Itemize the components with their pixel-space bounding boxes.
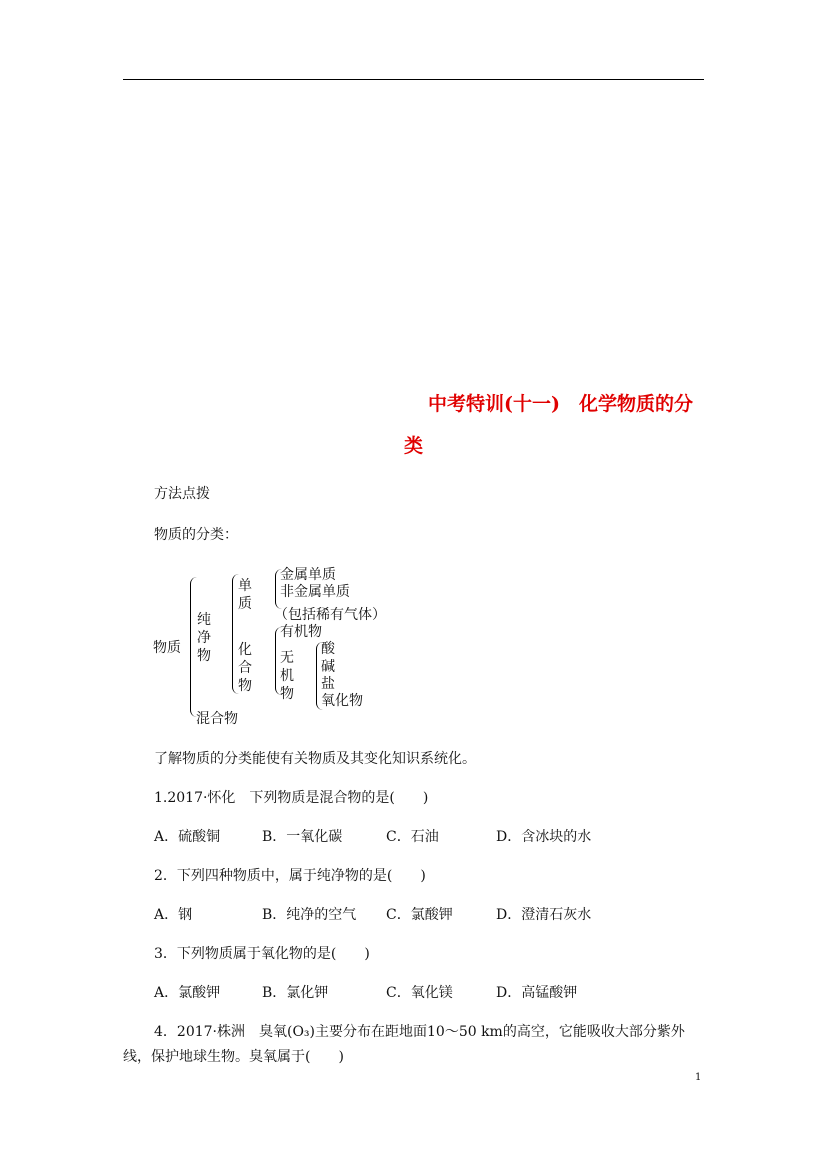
question-1-stem: 1.2017·怀化 下列物质是混合物的是( )	[154, 790, 429, 806]
method-label: 方法点拨	[154, 486, 210, 502]
page-title-line2: 类	[404, 435, 424, 457]
question-2-stem: 2．下列四种物质中，属于纯净物的是( )	[154, 868, 426, 884]
question-4-line2: 线，保护地球生物。臭氧属于( )	[123, 1049, 344, 1065]
tree-pure-1: 纯	[197, 612, 211, 628]
tree-nonmetal: 非金属单质	[280, 584, 350, 600]
intro-text: 了解物质的分类能使有关物质及其变化知识系统化。	[154, 751, 476, 767]
tree-compound-1: 化	[238, 642, 252, 658]
question-3-option-b: B．氯化钾	[262, 985, 329, 1001]
question-1-option-a: A．硫酸铜	[154, 829, 221, 845]
question-2-option-c: C．氯酸钾	[386, 907, 453, 923]
brace-root	[190, 577, 197, 717]
tree-base: 碱	[321, 659, 335, 675]
question-1-option-d: D．含冰块的水	[496, 829, 592, 845]
question-3-option-d: D．高锰酸钾	[496, 985, 578, 1001]
tree-element-2: 质	[238, 596, 252, 612]
tree-compound-3: 物	[238, 678, 252, 694]
header-rule	[123, 79, 704, 80]
tree-inorganic-2: 机	[280, 668, 294, 684]
question-2-option-d: D．澄清石灰水	[496, 907, 592, 923]
tree-metal: 金属单质	[280, 567, 336, 583]
tree-organic: 有机物	[280, 624, 322, 640]
page-number: 1	[695, 1072, 702, 1083]
question-3-option-c: C．氧化镁	[386, 985, 453, 1001]
tree-pure-3: 物	[197, 648, 211, 664]
tree-salt: 盐	[321, 676, 335, 692]
question-3-stem: 3．下列物质属于氧化物的是( )	[154, 946, 370, 962]
tree-inorganic-3: 物	[280, 686, 294, 702]
classification-label: 物质的分类：	[154, 527, 238, 543]
question-4-line1: 4．2017·株洲 臭氧(O₃)主要分布在距地面10～50 km的高空，它能吸收大部分紫外	[154, 1024, 685, 1040]
tree-noble-gas: （包括稀有气体）	[274, 607, 386, 623]
question-1-option-c: C．石油	[386, 829, 439, 845]
tree-mixture: 混合物	[196, 711, 238, 727]
page-title-line1: 中考特训(十一) 化学物质的分	[428, 393, 693, 415]
question-1-option-b: B．一氧化碳	[262, 829, 343, 845]
tree-compound-2: 合	[238, 660, 252, 676]
tree-oxide: 氧化物	[321, 693, 363, 709]
tree-acid: 酸	[321, 641, 335, 657]
question-2-option-a: A．钢	[154, 907, 193, 923]
tree-element-1: 单	[238, 578, 252, 594]
question-3-option-a: A．氯酸钾	[154, 985, 221, 1001]
tree-inorganic-1: 无	[280, 650, 294, 666]
tree-pure-2: 净	[197, 630, 211, 646]
tree-root: 物质	[153, 640, 181, 656]
question-2-option-b: B．纯净的空气	[262, 907, 357, 923]
